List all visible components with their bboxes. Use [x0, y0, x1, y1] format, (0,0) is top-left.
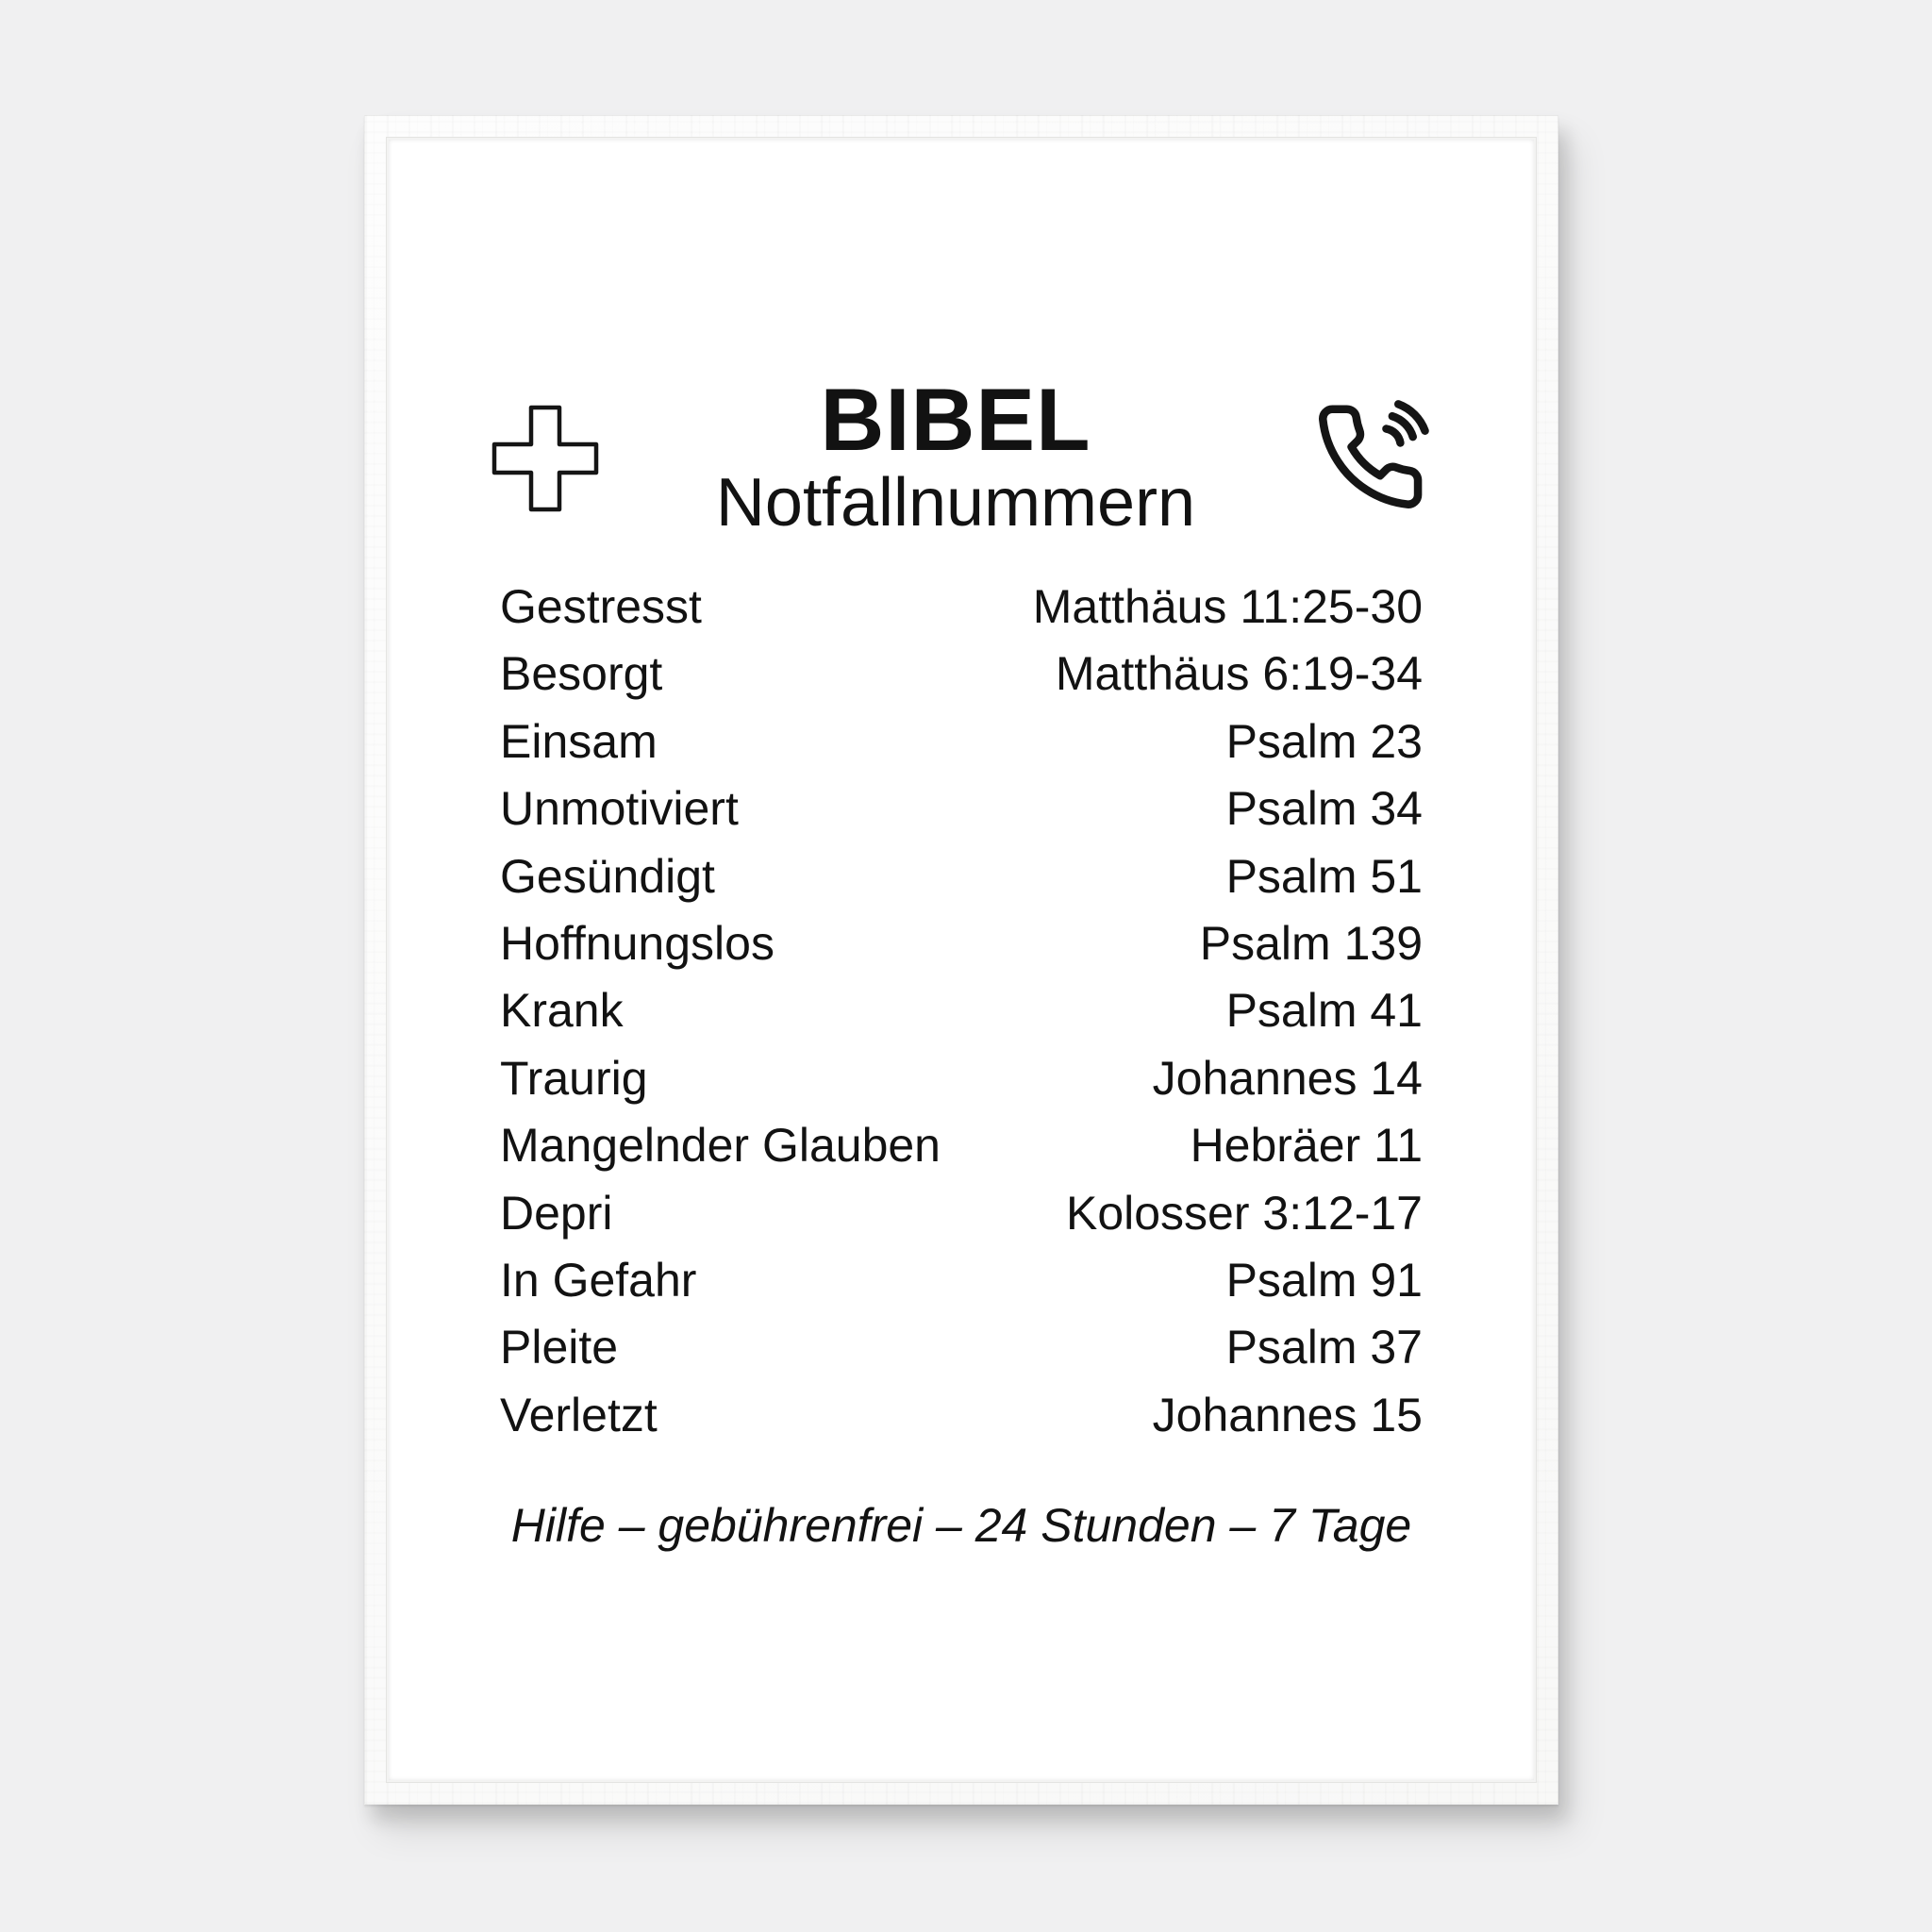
verse-reference: Kolosser 3:12-17 [1065, 1186, 1423, 1240]
verse-reference: Johannes 14 [1152, 1051, 1423, 1105]
verse-row [500, 775, 1423, 842]
verse-row [500, 843, 1423, 910]
verse-reference: Psalm 51 [1225, 849, 1423, 903]
poster-subtitle: Notfallnummern [715, 464, 1196, 541]
feeling-label: Gesündigt [500, 849, 715, 903]
verse-reference: Matthäus 6:19-34 [1055, 647, 1423, 701]
verse-reference: Matthäus 11:25-30 [1032, 580, 1423, 633]
verse-row [500, 977, 1423, 1044]
feeling-label: Gestresst [500, 580, 702, 633]
poster-paper [389, 140, 1534, 1780]
verse-row [500, 574, 1423, 641]
phone-call-icon [1311, 398, 1432, 519]
feeling-label: Mangelnder Glauben [500, 1119, 941, 1173]
verse-row [500, 708, 1423, 775]
verse-list [500, 574, 1423, 1449]
verse-reference: Psalm 37 [1225, 1321, 1423, 1374]
verse-reference: Psalm 139 [1199, 916, 1423, 970]
verse-row [500, 910, 1423, 977]
feeling-label: Unmotiviert [500, 782, 739, 836]
poster-title: BIBEL [820, 369, 1091, 469]
feeling-label: Krank [500, 984, 624, 1038]
medical-cross-icon [491, 404, 600, 513]
feeling-label: Hoffnungslos [500, 916, 774, 970]
verse-reference: Psalm 41 [1225, 984, 1423, 1038]
verse-row [500, 641, 1423, 708]
verse-row [500, 1314, 1423, 1381]
poster-frame [364, 115, 1558, 1805]
feeling-label: Pleite [500, 1321, 619, 1374]
feeling-label: Depri [500, 1186, 613, 1240]
feeling-label: Traurig [500, 1051, 648, 1105]
verse-reference: Psalm 91 [1225, 1253, 1423, 1307]
feeling-label: Verletzt [500, 1388, 658, 1441]
verse-reference: Hebräer 11 [1190, 1119, 1423, 1173]
verse-row [500, 1247, 1423, 1314]
feeling-label: Einsam [500, 714, 658, 768]
verse-row [500, 1180, 1423, 1247]
verse-reference: Psalm 34 [1225, 782, 1423, 836]
verse-reference: Johannes 15 [1152, 1388, 1423, 1441]
footer-text: Hilfe – gebührenfrei – 24 Stunden – 7 Tage [510, 1499, 1412, 1552]
feeling-label: Besorgt [500, 647, 663, 701]
verse-row [500, 1382, 1423, 1449]
verse-reference: Psalm 23 [1225, 714, 1423, 768]
verse-row [500, 1045, 1423, 1112]
poster-title-block [715, 369, 1196, 542]
poster-header [491, 369, 1432, 543]
verse-row [500, 1112, 1423, 1179]
feeling-label: In Gefahr [500, 1253, 697, 1307]
